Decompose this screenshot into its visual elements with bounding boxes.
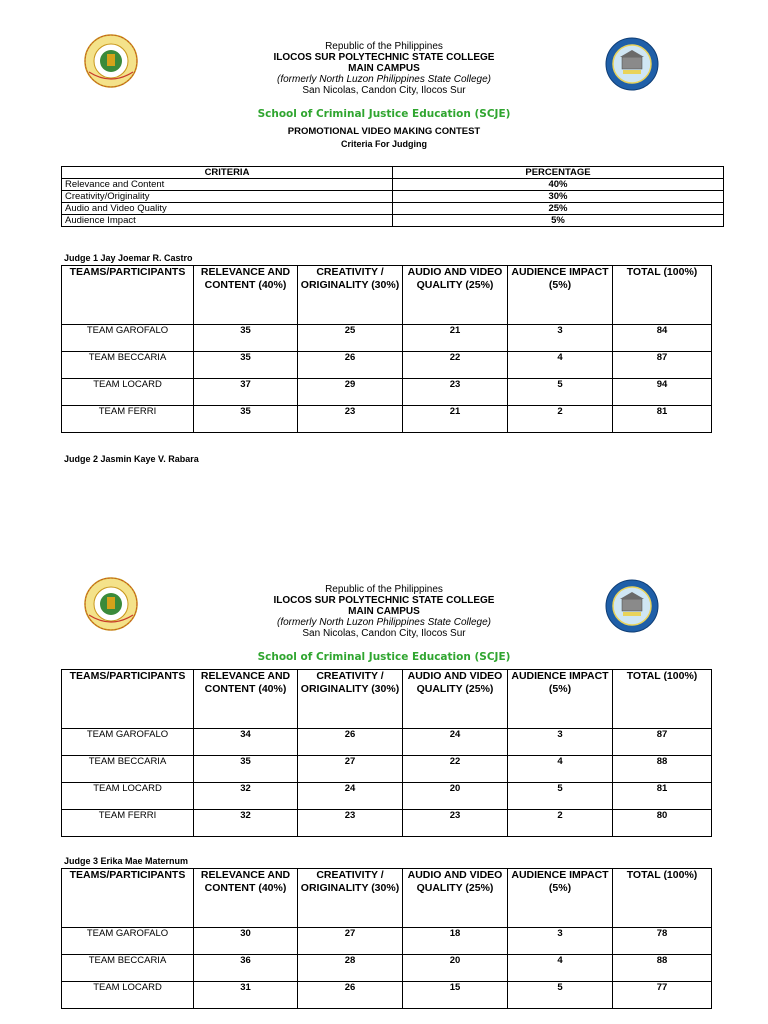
judge-2-label: Judge 2 Jasmin Kaye V. Rabara — [64, 454, 199, 464]
relevance-score: 31 — [194, 982, 298, 1009]
team-name: TEAM FERRI — [62, 810, 194, 837]
total-col-header: TOTAL (100%) — [613, 266, 712, 325]
total-score: 81 — [613, 406, 712, 433]
criteria-percent: 30% — [393, 191, 724, 203]
audience-score: 4 — [508, 955, 613, 982]
audio-video-score: 23 — [403, 379, 508, 406]
relevance-col-header: RELEVANCE AND CONTENT (40%) — [194, 266, 298, 325]
creativity-score: 23 — [298, 810, 403, 837]
total-score: 94 — [613, 379, 712, 406]
judge-1-label: Judge 1 Jay Joemar R. Castro — [64, 253, 193, 263]
creativity-score: 27 — [298, 928, 403, 955]
table-row — [62, 955, 712, 982]
creativity-score: 28 — [298, 955, 403, 982]
letterhead — [0, 41, 768, 96]
audience-score: 3 — [508, 325, 613, 352]
relevance-score: 30 — [194, 928, 298, 955]
audience-col-header: AUDIENCE IMPACT (5%) — [508, 670, 613, 729]
school-name: School of Criminal Justice Education (SCJE) — [257, 651, 511, 663]
score-header-row — [62, 869, 712, 928]
relevance-score: 35 — [194, 406, 298, 433]
team-name: TEAM GAROFALO — [62, 325, 194, 352]
relevance-score: 34 — [194, 729, 298, 756]
criteria-row — [62, 203, 724, 215]
team-name: TEAM GAROFALO — [62, 928, 194, 955]
school-name: School of Criminal Justice Education (SCJE) — [257, 108, 511, 120]
total-score: 88 — [613, 955, 712, 982]
audio-video-score: 20 — [403, 783, 508, 810]
relevance-score: 35 — [194, 325, 298, 352]
criteria-header-row — [62, 167, 724, 179]
table-row — [62, 756, 712, 783]
address-line: San Nicolas, Candon City, Ilocos Sur — [302, 85, 466, 96]
table-row — [62, 325, 712, 352]
creativity-score: 27 — [298, 756, 403, 783]
creativity-score: 26 — [298, 352, 403, 379]
audio-video-score: 24 — [403, 729, 508, 756]
creativity-score: 26 — [298, 729, 403, 756]
audience-score: 4 — [508, 756, 613, 783]
table-row — [62, 352, 712, 379]
audio-video-score: 15 — [403, 982, 508, 1009]
audio-video-col-header: AUDIO AND VIDEO QUALITY (25%) — [403, 266, 508, 325]
relevance-score: 37 — [194, 379, 298, 406]
total-score: 84 — [613, 325, 712, 352]
relevance-score: 36 — [194, 955, 298, 982]
college-name: ILOCOS SUR POLYTECHNIC STATE COLLEGE — [273, 595, 495, 606]
team-name: TEAM LOCARD — [62, 982, 194, 1009]
table-row — [62, 729, 712, 756]
audience-score: 5 — [508, 783, 613, 810]
table-row — [62, 783, 712, 810]
teams-col-header: TEAMS/PARTICIPANTS — [62, 670, 194, 729]
criteria-col-header: CRITERIA — [62, 167, 393, 179]
teams-col-header: TEAMS/PARTICIPANTS — [62, 266, 194, 325]
audio-video-score: 18 — [403, 928, 508, 955]
criteria-row — [62, 215, 724, 227]
campus-name: MAIN CAMPUS — [348, 63, 420, 74]
creativity-score: 29 — [298, 379, 403, 406]
relevance-col-header: RELEVANCE AND CONTENT (40%) — [194, 869, 298, 928]
audio-video-score: 22 — [403, 352, 508, 379]
audience-score: 5 — [508, 379, 613, 406]
score-header-row — [62, 266, 712, 325]
total-score: 81 — [613, 783, 712, 810]
criteria-name: Relevance and Content — [62, 179, 393, 191]
creativity-score: 23 — [298, 406, 403, 433]
criteria-name: Audio and Video Quality — [62, 203, 393, 215]
creativity-col-header: CREATIVITY / ORIGINALITY (30%) — [298, 266, 403, 325]
relevance-score: 35 — [194, 352, 298, 379]
criteria-row — [62, 191, 724, 203]
republic-line: Republic of the Philippines — [325, 41, 443, 52]
creativity-score: 24 — [298, 783, 403, 810]
relevance-score: 32 — [194, 783, 298, 810]
criteria-name: Audience Impact — [62, 215, 393, 227]
audience-score: 3 — [508, 729, 613, 756]
address-line: San Nicolas, Candon City, Ilocos Sur — [302, 628, 466, 639]
college-name: ILOCOS SUR POLYTECHNIC STATE COLLEGE — [273, 52, 495, 63]
total-score: 88 — [613, 756, 712, 783]
team-name: TEAM BECCARIA — [62, 756, 194, 783]
audio-video-score: 21 — [403, 325, 508, 352]
criteria-name: Creativity/Originality — [62, 191, 393, 203]
team-name: TEAM FERRI — [62, 406, 194, 433]
team-name: TEAM LOCARD — [62, 783, 194, 810]
audio-video-score: 21 — [403, 406, 508, 433]
audience-score: 3 — [508, 928, 613, 955]
formerly-line: (formerly North Luzon Philippines State College) — [277, 74, 491, 85]
formerly-line: (formerly North Luzon Philippines State College) — [277, 617, 491, 628]
team-name: TEAM GAROFALO — [62, 729, 194, 756]
creativity-score: 25 — [298, 325, 403, 352]
total-score: 78 — [613, 928, 712, 955]
audience-score: 2 — [508, 406, 613, 433]
letterhead — [0, 584, 768, 639]
audio-video-score: 23 — [403, 810, 508, 837]
team-name: TEAM LOCARD — [62, 379, 194, 406]
criteria-percent: 40% — [393, 179, 724, 191]
judge-3-score-table — [61, 868, 712, 1009]
judge-2-score-table — [61, 669, 712, 837]
total-score: 77 — [613, 982, 712, 1009]
audio-video-score: 22 — [403, 756, 508, 783]
total-score: 87 — [613, 729, 712, 756]
table-row — [62, 379, 712, 406]
republic-line: Republic of the Philippines — [325, 584, 443, 595]
criteria-table — [61, 166, 724, 227]
table-row — [62, 982, 712, 1009]
relevance-score: 35 — [194, 756, 298, 783]
total-col-header: TOTAL (100%) — [613, 869, 712, 928]
total-col-header: TOTAL (100%) — [613, 670, 712, 729]
score-header-row — [62, 670, 712, 729]
contest-heading — [0, 126, 768, 150]
table-row — [62, 406, 712, 433]
audience-score: 4 — [508, 352, 613, 379]
team-name: TEAM BECCARIA — [62, 352, 194, 379]
judge-3-label: Judge 3 Erika Mae Maternum — [64, 856, 189, 866]
judge-1-score-table — [61, 265, 712, 433]
creativity-score: 26 — [298, 982, 403, 1009]
criteria-percent: 25% — [393, 203, 724, 215]
teams-col-header: TEAMS/PARTICIPANTS — [62, 869, 194, 928]
relevance-col-header: RELEVANCE AND CONTENT (40%) — [194, 670, 298, 729]
criteria-row — [62, 179, 724, 191]
audience-score: 5 — [508, 982, 613, 1009]
campus-name: MAIN CAMPUS — [348, 606, 420, 617]
percentage-col-header: PERCENTAGE — [393, 167, 724, 179]
total-score: 80 — [613, 810, 712, 837]
criteria-percent: 5% — [393, 215, 724, 227]
table-row — [62, 928, 712, 955]
creativity-col-header: CREATIVITY / ORIGINALITY (30%) — [298, 670, 403, 729]
audio-video-col-header: AUDIO AND VIDEO QUALITY (25%) — [403, 869, 508, 928]
creativity-col-header: CREATIVITY / ORIGINALITY (30%) — [298, 869, 403, 928]
audio-video-score: 20 — [403, 955, 508, 982]
audience-col-header: AUDIENCE IMPACT (5%) — [508, 869, 613, 928]
audio-video-col-header: AUDIO AND VIDEO QUALITY (25%) — [403, 670, 508, 729]
contest-title: PROMOTIONAL VIDEO MAKING CONTEST — [287, 126, 481, 137]
table-row — [62, 810, 712, 837]
audience-score: 2 — [508, 810, 613, 837]
relevance-score: 32 — [194, 810, 298, 837]
team-name: TEAM BECCARIA — [62, 955, 194, 982]
total-score: 87 — [613, 352, 712, 379]
audience-col-header: AUDIENCE IMPACT (5%) — [508, 266, 613, 325]
contest-subtitle: Criteria For Judging — [340, 139, 427, 149]
